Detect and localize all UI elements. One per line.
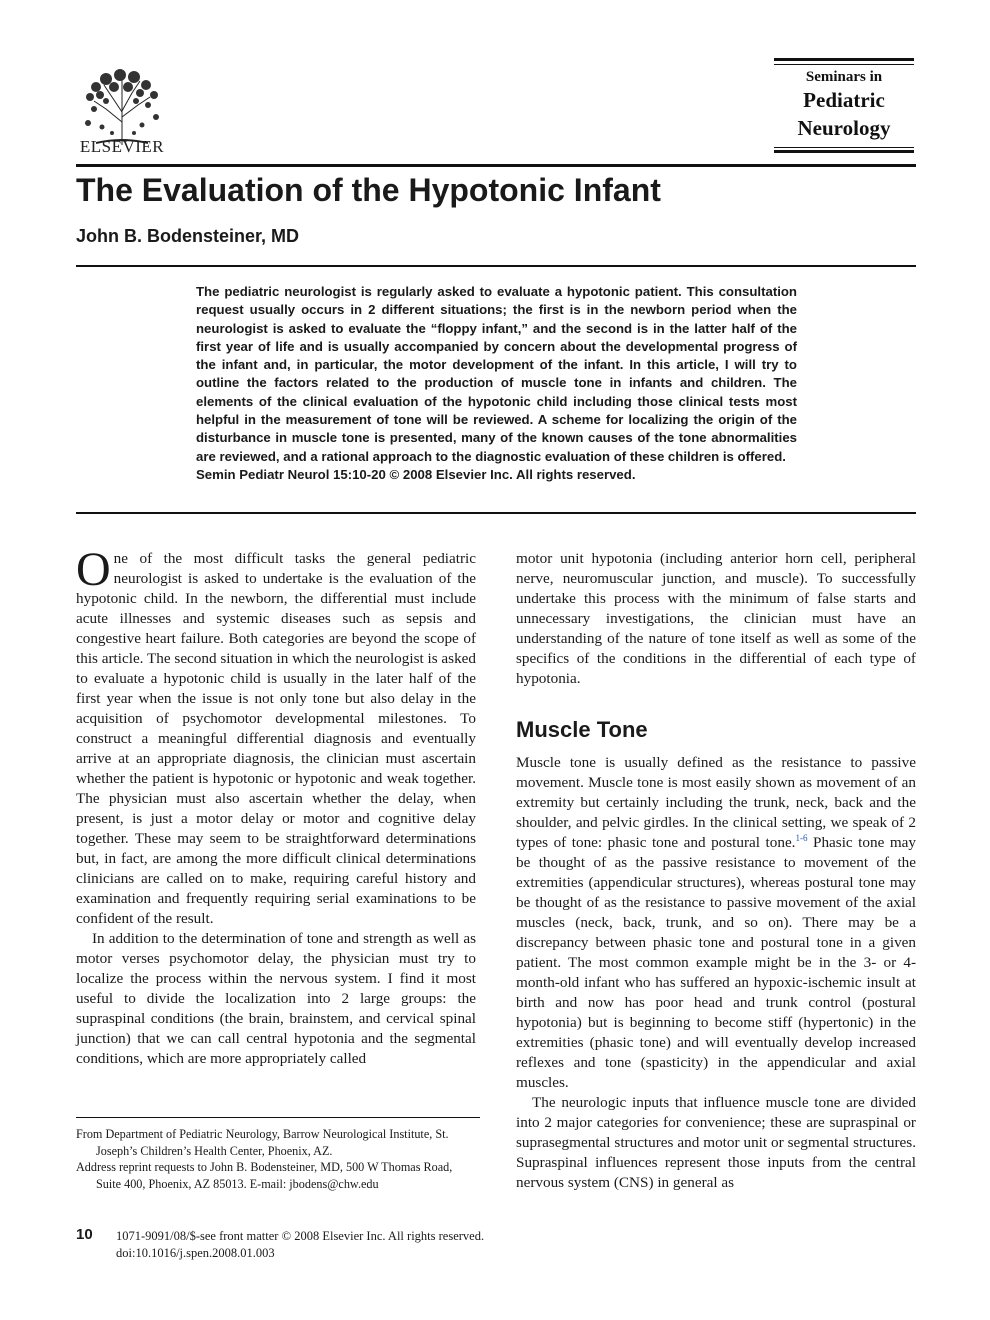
journal-series: Seminars in [805, 69, 883, 85]
body-paragraph-5: The neurologic inputs that influence muscle tone are divided into 2 major categories for convenience; these are supraspinal or suprasegmental structures and motor unit or segmental structures. Supraspinal influences represent those inputs from the central nervous system (CNS) in general as [516, 1094, 916, 1191]
abstract-top-rule [76, 265, 916, 267]
body-paragraph-3: motor unit hypotonia (including anterior horn cell, peripheral nerve, neuromuscular junction, and muscle). To successfully undertake this process with the minimum of false starts and unnecessary investigations, the clinician must have an understanding of the nature of tone itself as well as some of the specifics of the conditions in the differential of each type of hypotonia. [516, 550, 916, 687]
section-heading: Muscle Tone [516, 717, 648, 742]
article-author: John B. Bodensteiner, MD [76, 226, 300, 246]
body-paragraph-1: One of the most difficult tasks the general pediatric neurologist is asked to undertake is the evaluation of the hypotonic child. In the newborn, the differential must include acute illnesses and systemic diseases such as sepsis and congestive heart failure. Both categories are beyond the scope of this article. The second situation in which the neurologist is asked to evaluate a hypotonic child is usually in the later half of the first year when the issue is not only tone but also delay in the acquisition of psychomotor developmental milestones. To construct a meaningful differential diagnosis and eventually arrive at an appropriate diagnosis, the clinician must ascertain whether the patient is hypotonic or hypotonic and weak together. The physician must also ascertain whether the delay, when present, is just a motor delay or motor and cognitive delay together. These may seem to be straightforward determinations but, in fact, are among the more difficult clinical determinations clinicians are called on to make, requiring careful history and examination and frequently requiring serial examinations to be confident of the result. [76, 543, 476, 927]
journal-masthead [774, 58, 914, 154]
journal-name-line1: Pediatric [803, 88, 885, 112]
page-number: 10 [76, 1226, 93, 1243]
footnote-affiliation: From Department of Pediatric Neurology, Barrow Neurological Institute, St. Joseph’s Children’s Health Center, Phoenix, AZ. [76, 1127, 449, 1158]
drop-cap: O [76, 543, 111, 596]
footnote-rule [76, 1117, 480, 1118]
abstract-bottom-rule [76, 512, 916, 514]
footer-issn: 1071-9091/08/$-see front matter © 2008 Elsevier Inc. All rights reserved. [116, 1229, 485, 1243]
footnote-reprint: Address reprint requests to John B. Bodensteiner, MD, 500 W Thomas Road, Suite 400, Phoenix, AZ 85013. E-mail: jbodens@chw.edu [76, 1160, 453, 1191]
body-column-right [516, 549, 916, 1193]
header-rule [76, 164, 916, 167]
abstract-citation: Semin Pediatr Neurol 15:10-20 © 2008 Elsevier Inc. All rights reserved. [196, 466, 636, 482]
body-paragraph-4: Muscle tone is usually defined as the resistance to passive movement. Muscle tone is most easily shown as movement of an extremity but certainly including the trunk, neck, back and the shoulder, and pelvic girdles. In the clinical setting, we speak of 2 types of tone: phasic tone and postural tone.$^{1-6}$ Phasic tone may be thought of as the passive resistance to movement of the extremities (appendicular structures), whereas postural tone may be thought of as the resistance to passive movement of the axial muscles (neck, back, trunk, and so on). There may be a discrepancy between phasic tone and postural tone in a given patient. The most common example might be in the 3- or 4-month-old infant who has suffered an hypoxic-ischemic insult at birth and now has poor head and trunk control (postural hypotonia) but is beginning to become stiff (hypertonic) in the extremities (phasic tone) and will eventually develop increased reflexes and tone (spasticity) in the appendicular and axial muscles. [516, 754, 916, 1091]
body-column-left [76, 543, 476, 1069]
body-paragraph-2: In addition to the determination of tone and strength as well as motor verses psychomotor delay, the physician must try to localize the process within the nervous system. I find it most useful to divide the localization into 2 large groups: the supraspinal conditions (the brain, brainstem, and cervical spinal junction) that we can call central hypotonia and the segmental conditions, which are more appropriately called [76, 930, 476, 1067]
publisher-wordmark: ELSEVIER [79, 137, 165, 156]
footer-info [116, 1228, 484, 1262]
abstract-text: The pediatric neurologist is regularly asked to evaluate a hypotonic patient. This consultation request usually occurs in 2 different situations; the first is in the newborn period when the neurologist is asked to evaluate the “floppy infant,” and the second is in the latter half of the first year of life and is usually accompanied by concern about the developmental progress of the infant and, in particular, the motor development of the infant. In this article, I will try to outline the factors related to the production of muscle tone in infants and children. The elements of the clinical evaluation of the hypotonic child including those clinical tests most helpful in the measurement of tone will be reviewed. A scheme for localizing the origin of the disturbance in muscle tone is presented, many of the known causes of the tone abnormalities are reviewed, and a rational approach to the diagnostic evaluation of these children is offered. [196, 284, 797, 464]
abstract [196, 283, 797, 484]
journal-name-line2: Neurology [797, 116, 891, 140]
reference-link[interactable]: 1-6 [795, 832, 808, 843]
article-title: The Evaluation of the Hypotonic Infant [76, 172, 661, 208]
footnotes [76, 1126, 480, 1192]
footer-doi[interactable]: doi:10.1016/j.spen.2008.01.003 [116, 1246, 275, 1260]
